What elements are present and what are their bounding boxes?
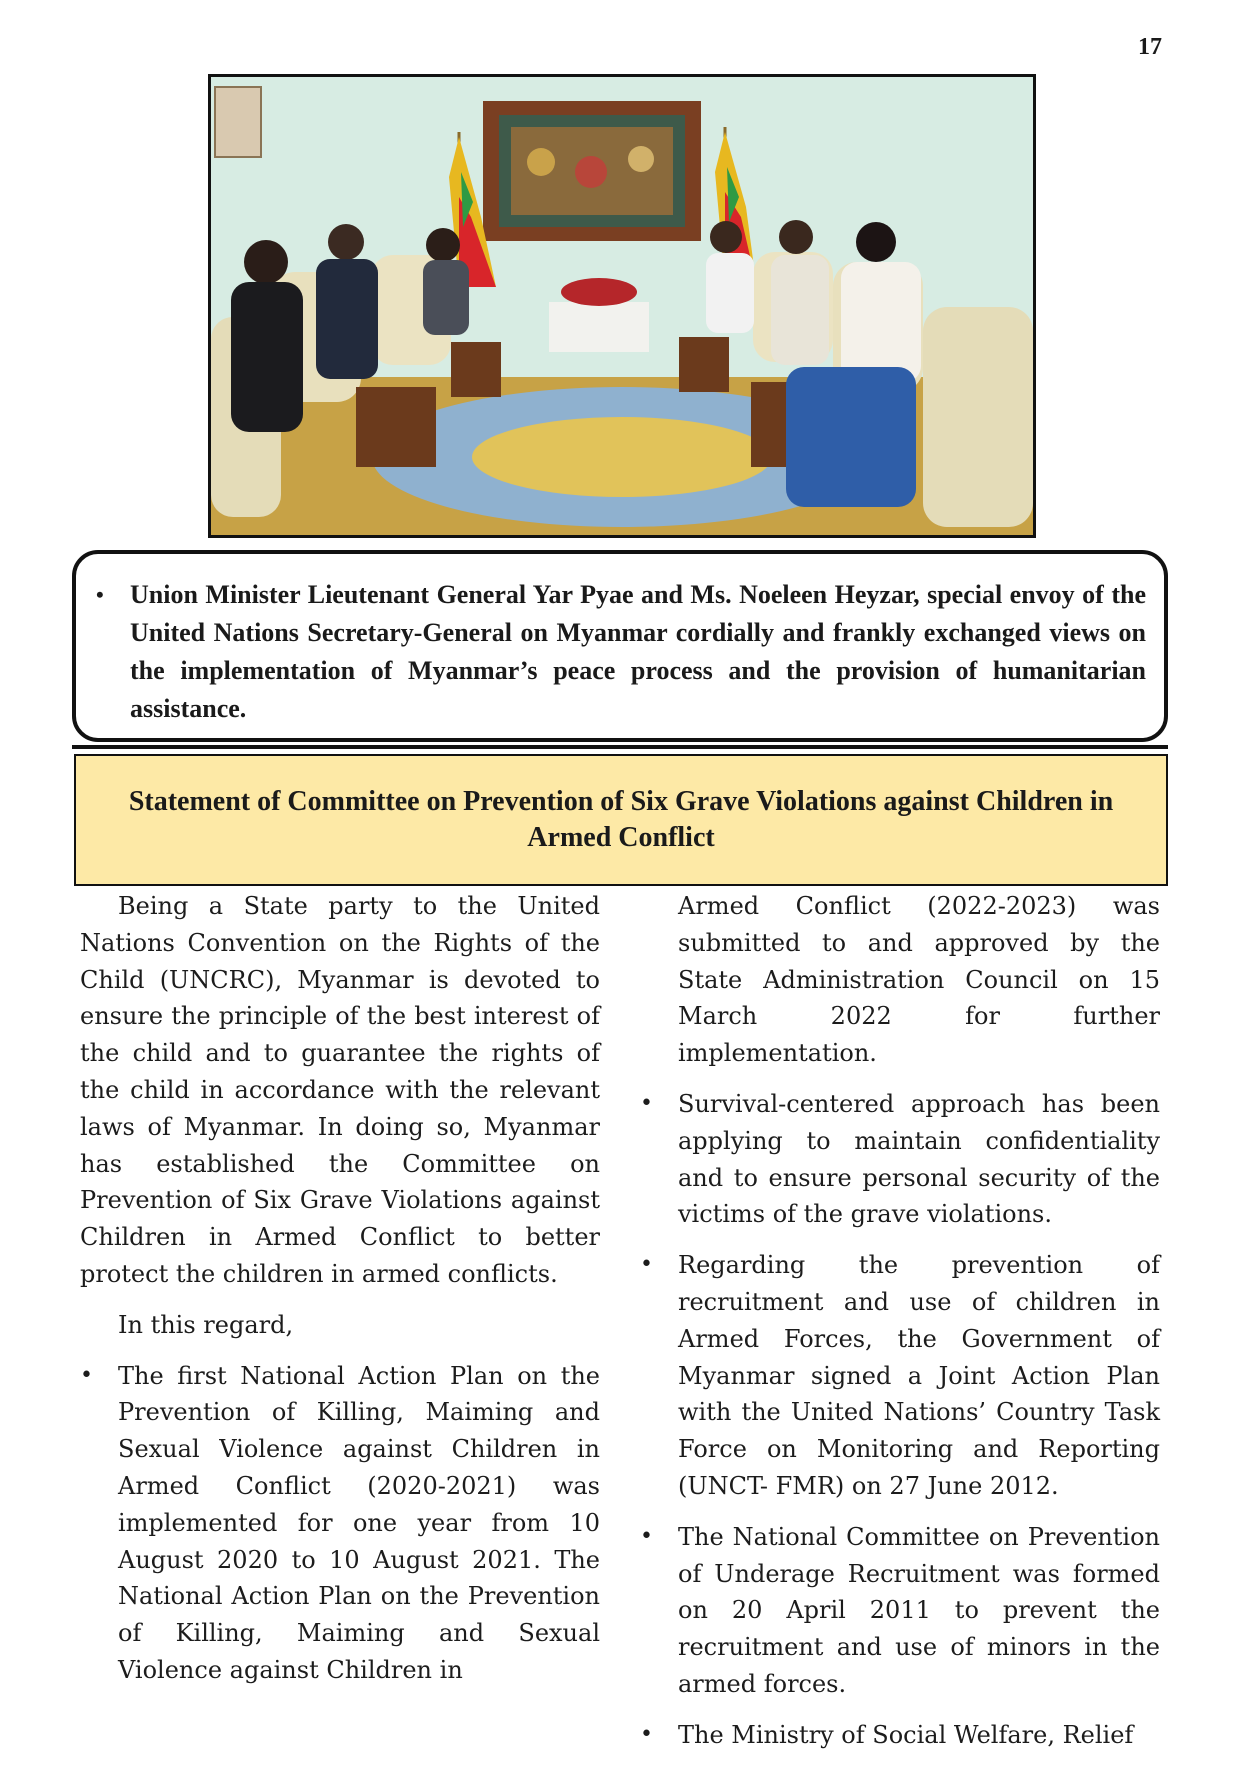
page-number: 17 xyxy=(1138,34,1162,60)
caption-text: Union Minister Lieutenant General Yar Pyae and Ms. Noeleen Heyzar, special envoy of the United Nations Secretary-General on Myanmar cordially and frankly exchanged views on the implementation of Myanmar’s peace process and the provision of humanitarian assistance. xyxy=(130,580,1146,723)
bullet-icon: • xyxy=(96,582,104,607)
list-item xyxy=(640,1717,1160,1754)
section-heading-box xyxy=(74,754,1168,886)
left-column xyxy=(80,888,600,1703)
caption-item xyxy=(96,576,1146,728)
list-item xyxy=(640,1247,1160,1505)
list-item-text: The first National Action Plan on the Prevention of Killing, Maiming and Sexual Violence against Children in Armed Conflict (2020-2021) was implemented for one year from 10 August 2020 to 10 August 2021. The National Action Plan on the Prevention of Killing, Maiming and Sexual Violence against Children in xyxy=(118,1361,600,1684)
list-item-text: Regarding the prevention of recruitment and use of children in Armed Forces, the Government of Myanmar signed a Joint Action Plan with the United Nations’ Country Task Force on Monitoring and Reporting (UNCT- FMR) on 27 June 2012. xyxy=(678,1251,1160,1500)
list-item xyxy=(80,1358,600,1689)
section-divider xyxy=(72,745,1168,749)
intro-paragraph: Being a State party to the United Nations Convention on the Rights of the Child (UNCRC), Myanmar is devoted to ensure the principle of the best interest of the child and to guarantee the rights of the child in accordance with the relevant laws of Myanmar. In doing so, Myanmar has established the Committee on Prevention of Six Grave Violations against Children in Armed Conflict to better protect the children in armed conflicts. xyxy=(80,892,600,1288)
meeting-photo xyxy=(208,74,1036,538)
list-item-continuation: Armed Conflict (2022-2023) was submitted to and approved by the State Administration Council on 15 March 2022 for further implementation. xyxy=(678,892,1160,1068)
lead-paragraph: In this regard, xyxy=(118,1310,294,1339)
list-item-text: The Ministry of Social Welfare, Relief xyxy=(678,1720,1134,1749)
caption-box xyxy=(72,550,1168,742)
list-item xyxy=(640,1519,1160,1703)
list-item xyxy=(640,1086,1160,1233)
right-column xyxy=(640,888,1160,1768)
list-item-text: The National Committee on Prevention of Underage Recruitment was formed on 20 April 2011 to prevent the recruitment and use of minors in the armed forces. xyxy=(678,1522,1160,1698)
meeting-photo-illustration xyxy=(211,77,1033,535)
list-item-text: Survival-centered approach has been applying to maintain confidentiality and to ensure personal security of the victims of the grave violations. xyxy=(678,1089,1160,1229)
section-heading: Statement of Committee on Prevention of Six Grave Violations against Children in Armed Conflict xyxy=(128,786,1114,853)
